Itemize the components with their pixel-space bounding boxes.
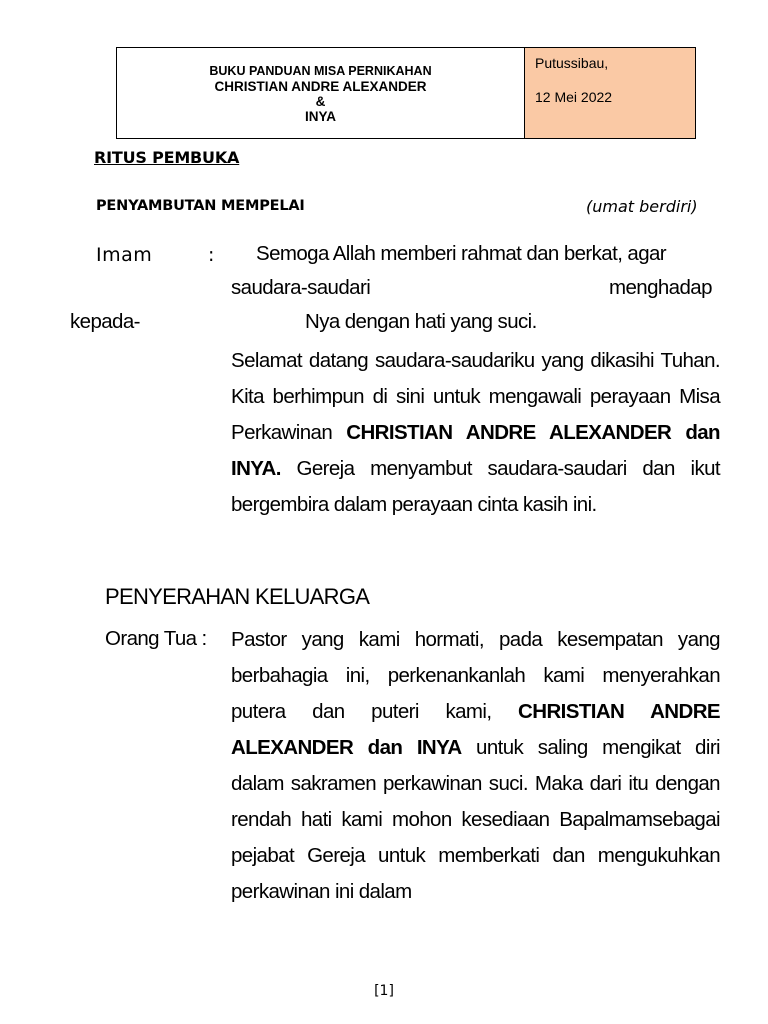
imam-line-2a: saudara-saudari (231, 276, 371, 299)
orang-tua-paragraph (231, 622, 720, 910)
orang-tua-paragraph-text: Pastor yang kami hormati, pada kesempatan yang berbahagia ini, perkenankanlah kami menyerahkan putera dan puteri kami, (231, 628, 720, 723)
imam-line-2b: menghadap (609, 276, 712, 299)
subsection-title-penyambutan: PENYAMBUTAN MEMPELAI (96, 198, 305, 214)
header-title-line1: BUKU PANDUAN MISA PERNIKAHAN (209, 64, 432, 78)
section-title-ritus: RITUS PEMBUKA (94, 148, 240, 167)
header-title-cell (117, 48, 525, 138)
imam-line-3b: Nya dengan hati yang suci. (305, 310, 537, 333)
rubric-note: (umat berdiri) (586, 197, 698, 216)
imam-paragraph-end: Gereja menyambut saudara-saudari dan ikut bergembira dalam perayaan cinta kasih ini. (231, 457, 720, 516)
header-date-cell (525, 48, 695, 138)
imam-line-1: Semoga Allah memberi rahmat dan berkat, agar (256, 242, 667, 265)
imam-paragraph-names: CHRISTIAN ANDRE ALEXANDER dan INYA. (231, 421, 720, 480)
speaker-label-imam: Imam (96, 244, 153, 266)
header-title-line2: CHRISTIAN ANDRE ALEXANDER (214, 79, 427, 94)
page-number: [1] (374, 983, 394, 999)
speaker-label-orang-tua: Orang Tua : (105, 627, 207, 650)
orang-tua-paragraph-names: CHRISTIAN ANDRE ALEXANDER dan INYA (231, 700, 720, 759)
section-title-penyerahan: PENYERAHAN KELUARGA (105, 584, 370, 609)
imam-paragraph (231, 343, 720, 523)
header-box (116, 47, 696, 139)
header-date: 12 Mei 2022 (535, 89, 613, 105)
header-title-line4: INYA (304, 109, 336, 124)
imam-line-3a: kepada- (70, 310, 140, 333)
header-place: Putussibau, (535, 55, 609, 71)
speaker-colon: : (208, 244, 215, 266)
orang-tua-paragraph-end: untuk saling mengikat diri dalam sakramen perkawinan suci. Maka dari itu dengan rendah hati kami mohon kesediaan Bapalmamsebagai pejabat Gereja untuk memberkati dan mengukuhkan perkawinan ini dalam (231, 736, 720, 903)
header-title-line3: & (315, 94, 326, 109)
imam-paragraph-text: Selamat datang saudara-saudariku yang dikasihi Tuhan. Kita berhimpun di sini untuk mengawali perayaan Misa Perkawinan (231, 349, 720, 444)
